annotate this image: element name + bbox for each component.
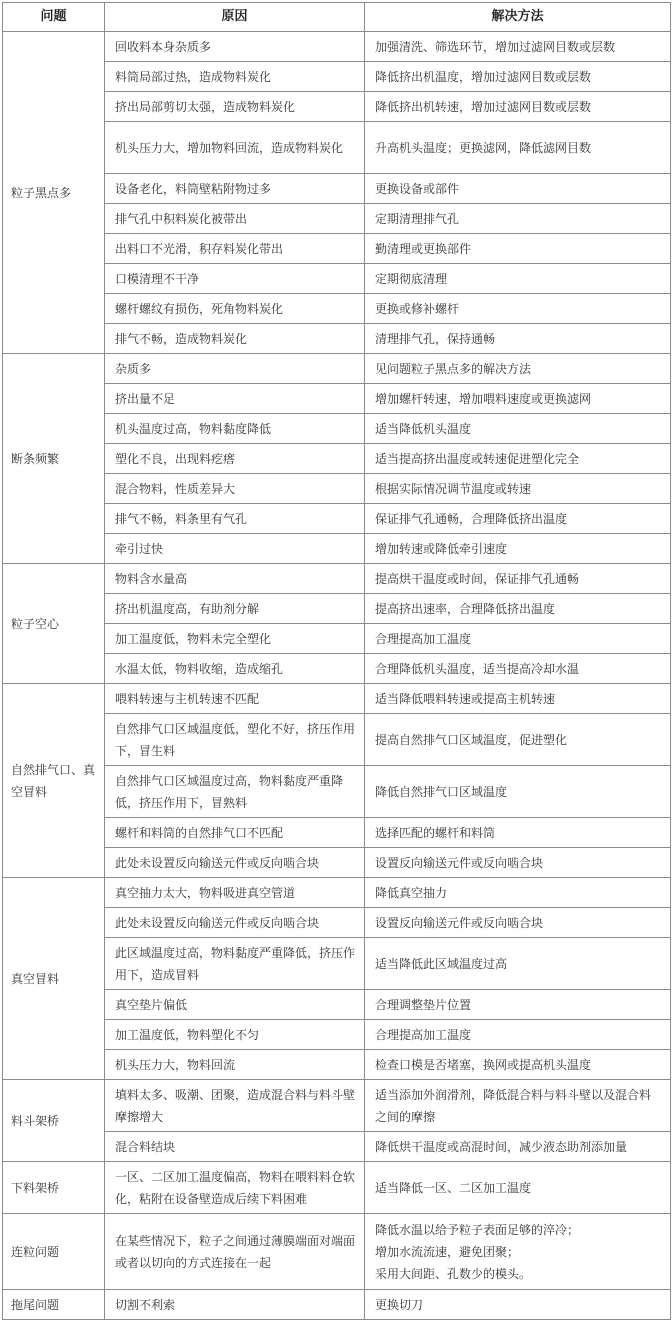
problem-cell: 自然排气口、真空冒料: [3, 684, 105, 878]
cause-cell: 螺杆和料筒的自然排气口不匹配: [105, 818, 365, 848]
cause-cell: 塑化不良，出现料疙瘩: [105, 444, 365, 474]
problem-cell: 真空冒料: [3, 878, 105, 1080]
solution-cell: 设置反向输送元件或反向啮合块: [365, 848, 671, 878]
cause-cell: 回收料本身杂质多: [105, 32, 365, 62]
cause-cell: 排气不畅，料条里有气孔: [105, 504, 365, 534]
cause-cell: 真空垫片偏低: [105, 990, 365, 1020]
header-cause: 原因: [105, 3, 365, 32]
cause-cell: 此区域温度过高，物料黏度严重降低，挤压作用下，造成冒料: [105, 938, 365, 990]
cause-cell: 料筒局部过热，造成物料炭化: [105, 62, 365, 92]
solution-cell: 增加螺杆转速，增加喂料速度或更换滤网: [365, 384, 671, 414]
cause-cell: 杂质多: [105, 354, 365, 384]
solution-cell: 定期清理排气孔: [365, 204, 671, 234]
table-row: [3, 354, 671, 384]
solution-cell: 降低挤出机温度，增加过滤网目数或层数: [365, 62, 671, 92]
header-problem: 问题: [3, 3, 105, 32]
cause-cell: 填料太多、吸潮、团聚，造成混合料与料斗壁摩擦增大: [105, 1080, 365, 1132]
table-row: [3, 878, 671, 908]
cause-cell: 自然排气口区域温度低，塑化不好，挤压作用下，冒生料: [105, 714, 365, 766]
table-row: [3, 1214, 671, 1290]
solution-cell: 适当降低机头温度: [365, 414, 671, 444]
table-row: [3, 1162, 671, 1214]
problem-cell: 粒子黑点多: [3, 32, 105, 354]
cause-cell: 排气孔中积料炭化被带出: [105, 204, 365, 234]
solution-cell: 提高自然排气口区域温度，促进塑化: [365, 714, 671, 766]
solution-cell: 保证排气孔通畅，合理降低挤出温度: [365, 504, 671, 534]
solution-cell: 适当降低此区域温度过高: [365, 938, 671, 990]
cause-cell: 切割不利索: [105, 1290, 365, 1320]
header-solution: 解决方法: [365, 3, 671, 32]
solution-cell: 提高挤出速率，合理降低挤出温度: [365, 594, 671, 624]
solution-cell: 设置反向输送元件或反向啮合块: [365, 908, 671, 938]
cause-cell: 机头压力大，增加物料回流，造成物料炭化: [105, 122, 365, 174]
problem-cell: 料斗架桥: [3, 1080, 105, 1162]
cause-cell: 螺杆螺纹有损伤，死角物料炭化: [105, 294, 365, 324]
solution-cell: 降低挤出机转速，增加过滤网目数或层数: [365, 92, 671, 122]
solution-cell: 合理降低机头温度，适当提高冷却水温: [365, 654, 671, 684]
cause-cell: 机头温度过高，物料黏度降低: [105, 414, 365, 444]
cause-cell: 喂料转速与主机转速不匹配: [105, 684, 365, 714]
table-row: [3, 564, 671, 594]
solution-cell: 定期彻底清理: [365, 264, 671, 294]
solution-line: 降低水温以给予粒子表面足够的淬冷；: [375, 1222, 580, 1237]
problem-cell: 连粒问题: [3, 1214, 105, 1290]
solution-line: 增加水流流速，避免团聚；: [375, 1244, 520, 1259]
cause-cell: 一区、二区加工温度偏高，物料在喂料料仓软化，粘附在设备壁造成后续下料困难: [105, 1162, 365, 1214]
table-row: [3, 1080, 671, 1132]
cause-cell: 口模清理不干净: [105, 264, 365, 294]
problem-cell: 断条频繁: [3, 354, 105, 564]
cause-cell: 此处未设置反向输送元件或反向啮合块: [105, 908, 365, 938]
solution-cell: 降低自然排气口区域温度: [365, 766, 671, 818]
solution-cell: 合理调整垫片位置: [365, 990, 671, 1020]
cause-cell: 挤出量不足: [105, 384, 365, 414]
solution-cell: 选择匹配的螺杆和料筒: [365, 818, 671, 848]
solution-cell: 提高烘干温度或时间，保证排气孔通畅: [365, 564, 671, 594]
solution-cell: 更换切刀: [365, 1290, 671, 1320]
solution-cell: 根据实际情况调节温度或转速: [365, 474, 671, 504]
cause-cell: 机头压力大，物料回流: [105, 1050, 365, 1080]
table-row: [3, 1290, 671, 1320]
cause-cell: 自然排气口区域温度过高，物料黏度严重降低，挤压作用下，冒熟料: [105, 766, 365, 818]
solution-cell: 适当降低一区、二区加工温度: [365, 1162, 671, 1214]
solution-line: 采用大间距、孔数少的模头。: [375, 1266, 532, 1281]
solution-cell: 适当降低喂料转速或提高主机转速: [365, 684, 671, 714]
solution-cell: 合理提高加工温度: [365, 1020, 671, 1050]
solution-cell: [365, 1214, 671, 1290]
cause-cell: 物料含水量高: [105, 564, 365, 594]
solution-cell: 适当添加外润滑剂，降低混合料与料斗壁以及混合料之间的摩擦: [365, 1080, 671, 1132]
solution-cell: 合理提高加工温度: [365, 624, 671, 654]
solution-cell: 适当提高挤出温度或转速促进塑化完全: [365, 444, 671, 474]
solution-cell: 增加转速或降低牵引速度: [365, 534, 671, 564]
cause-cell: 在某些情况下，粒子之间通过薄膜端面对端面或者以切向的方式连接在一起: [105, 1214, 365, 1290]
problem-cell: 拖尾问题: [3, 1290, 105, 1320]
solution-cell: 检查口模是否堵塞，换网或提高机头温度: [365, 1050, 671, 1080]
problem-cell: 粒子空心: [3, 564, 105, 684]
solution-cell: 清理排气孔，保持通畅: [365, 324, 671, 354]
cause-cell: 真空抽力太大，物料吸进真空管道: [105, 878, 365, 908]
table-row: [3, 32, 671, 62]
cause-cell: 牵引过快: [105, 534, 365, 564]
solution-cell: 升高机头温度；更换滤网，降低滤网目数: [365, 122, 671, 174]
header-row: [3, 3, 671, 32]
solution-cell: 加强清洗、筛选环节，增加过滤网目数或层数: [365, 32, 671, 62]
cause-cell: 混合料结块: [105, 1132, 365, 1162]
cause-cell: 挤出机温度高，有助剂分解: [105, 594, 365, 624]
cause-cell: 混合物料，性质差异大: [105, 474, 365, 504]
cause-cell: 水温太低，物料收缩，造成缩孔: [105, 654, 365, 684]
solution-cell: 见问题粒子黑点多的解决方法: [365, 354, 671, 384]
cause-cell: 加工温度低，物料未完全塑化: [105, 624, 365, 654]
cause-cell: 设备老化，料筒壁粘附物过多: [105, 174, 365, 204]
cause-cell: 加工温度低，物料塑化不匀: [105, 1020, 365, 1050]
cause-cell: 排气不畅，造成物料炭化: [105, 324, 365, 354]
troubleshooting-table: [2, 2, 671, 1320]
solution-cell: 降低真空抽力: [365, 878, 671, 908]
cause-cell: 挤出局部剪切太强，造成物料炭化: [105, 92, 365, 122]
problem-cell: 下料架桥: [3, 1162, 105, 1214]
solution-cell: 勤清理或更换部件: [365, 234, 671, 264]
cause-cell: 此处未设置反向输送元件或反向啮合块: [105, 848, 365, 878]
solution-cell: 更换设备或部件: [365, 174, 671, 204]
table-row: [3, 684, 671, 714]
solution-cell: 降低烘干温度或高混时间，减少液态助剂添加量: [365, 1132, 671, 1162]
cause-cell: 出料口不光滑，积存料炭化带出: [105, 234, 365, 264]
solution-cell: 更换或修补螺杆: [365, 294, 671, 324]
